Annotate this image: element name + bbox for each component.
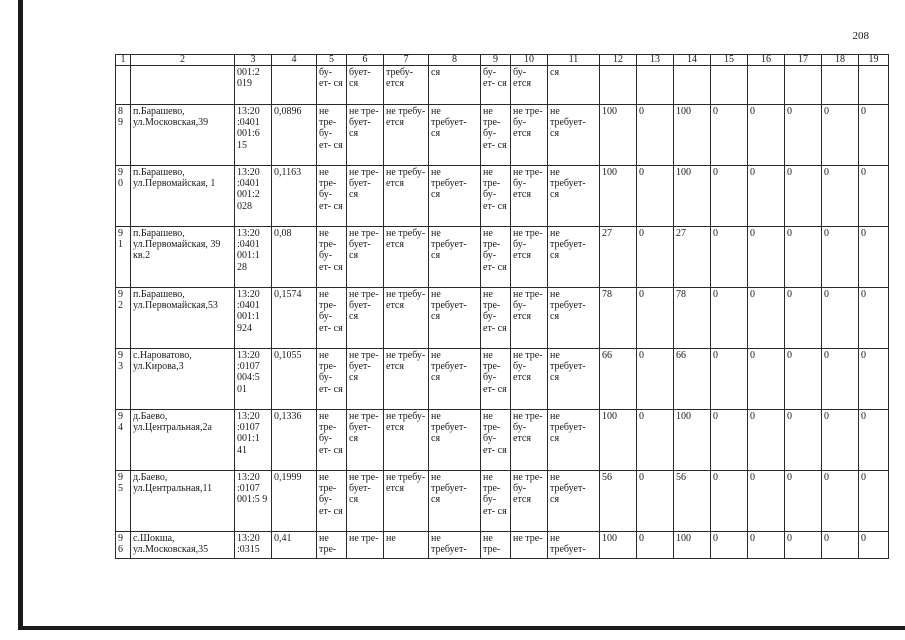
cell-col-4: 0,1163 xyxy=(272,166,317,227)
column-header-10: 10 xyxy=(511,55,548,66)
cell-col-12: 100 xyxy=(600,410,637,471)
cell-col-16: 0 xyxy=(748,471,785,532)
cell-col-6: не тре- бует- ся xyxy=(347,471,384,532)
cell-col-5: не тре- xyxy=(317,532,347,559)
column-header-6: 6 xyxy=(347,55,384,66)
cell-col-10: не тре- бу- ется xyxy=(511,227,548,288)
cell-col-14: 27 xyxy=(674,227,711,288)
cell-col-15: 0 xyxy=(711,410,748,471)
cell-col-1: 9 4 xyxy=(116,410,131,471)
cell-col-6: не тре- бует- ся xyxy=(347,227,384,288)
cell-col-13: 0 xyxy=(637,166,674,227)
cell-col-9: не тре- бу- ет- ся xyxy=(481,227,511,288)
cell-col-9: не тре- бу- ет- ся xyxy=(481,410,511,471)
cell-col-18: 0 xyxy=(822,532,859,559)
cell-col-12: 56 xyxy=(600,471,637,532)
cell-col-8: не требует- ся xyxy=(429,471,481,532)
cell-col-19: 0 xyxy=(859,349,889,410)
cell-col-4 xyxy=(272,66,317,105)
table-row xyxy=(116,471,889,532)
column-header-2: 2 xyxy=(131,55,235,66)
cell-col-16: 0 xyxy=(748,227,785,288)
cell-col-13: 0 xyxy=(637,288,674,349)
cell-col-13: 0 xyxy=(637,410,674,471)
cell-col-8: не требует- xyxy=(429,532,481,559)
cell-col-3: 13:20 :0107 001:1 41 xyxy=(235,410,272,471)
cell-col-1: 9 2 xyxy=(116,288,131,349)
cell-col-4: 0,1336 xyxy=(272,410,317,471)
cell-col-18 xyxy=(822,66,859,105)
cell-col-14: 100 xyxy=(674,410,711,471)
cell-col-12 xyxy=(600,66,637,105)
cell-col-11: не требует- ся xyxy=(548,227,600,288)
cell-col-3: 13:20 :0107 004:5 01 xyxy=(235,349,272,410)
cell-col-17: 0 xyxy=(785,471,822,532)
cell-col-1: 9 3 xyxy=(116,349,131,410)
cell-col-11: не требует- xyxy=(548,532,600,559)
cell-col-1: 9 1 xyxy=(116,227,131,288)
cell-col-15: 0 xyxy=(711,471,748,532)
table-header xyxy=(116,55,889,66)
cell-col-7: не требу- ется xyxy=(384,166,429,227)
column-header-14: 14 xyxy=(674,55,711,66)
cell-col-17: 0 xyxy=(785,410,822,471)
table-row xyxy=(116,227,889,288)
cell-col-12: 100 xyxy=(600,532,637,559)
cell-col-5: не тре- бу- ет- ся xyxy=(317,471,347,532)
cell-col-13: 0 xyxy=(637,227,674,288)
page-number: 208 xyxy=(852,30,869,42)
table-row xyxy=(116,288,889,349)
cell-col-17: 0 xyxy=(785,532,822,559)
cell-col-17: 0 xyxy=(785,349,822,410)
cell-col-6: не тре- xyxy=(347,532,384,559)
column-header-1: 1 xyxy=(116,55,131,66)
cell-col-2: п.Барашево, ул.Первомайская, 39 кв.2 xyxy=(131,227,235,288)
cell-col-1: 8 9 xyxy=(116,105,131,166)
cell-col-12: 66 xyxy=(600,349,637,410)
cell-col-13: 0 xyxy=(637,105,674,166)
cell-col-16: 0 xyxy=(748,105,785,166)
cell-col-8: не требует- ся xyxy=(429,227,481,288)
cell-col-15: 0 xyxy=(711,532,748,559)
column-header-5: 5 xyxy=(317,55,347,66)
cell-col-6: не тре- бует- ся xyxy=(347,105,384,166)
table-row xyxy=(116,166,889,227)
cell-col-17 xyxy=(785,66,822,105)
table-row xyxy=(116,349,889,410)
cell-col-7: не требу- ется xyxy=(384,410,429,471)
cell-col-2: с.Шокша, ул.Московская,35 xyxy=(131,532,235,559)
cell-col-2: д.Баево, ул.Центральная,11 xyxy=(131,471,235,532)
cell-col-10: не тре- бу- ется xyxy=(511,105,548,166)
cell-col-4: 0,1999 xyxy=(272,471,317,532)
cell-col-7: не требу- ется xyxy=(384,288,429,349)
cell-col-13 xyxy=(637,66,674,105)
cell-col-2: с.Нароватово, ул.Кирова,3 xyxy=(131,349,235,410)
column-header-18: 18 xyxy=(822,55,859,66)
cell-col-11: не требует- ся xyxy=(548,288,600,349)
column-header-11: 11 xyxy=(548,55,600,66)
cell-col-15: 0 xyxy=(711,227,748,288)
cell-col-8: не требует- ся xyxy=(429,105,481,166)
cell-col-15 xyxy=(711,66,748,105)
column-header-8: 8 xyxy=(429,55,481,66)
cell-col-13: 0 xyxy=(637,532,674,559)
column-header-3: 3 xyxy=(235,55,272,66)
cell-col-11: не требует- ся xyxy=(548,105,600,166)
cell-col-1: 9 0 xyxy=(116,166,131,227)
cell-col-9: не тре- бу- ет- ся xyxy=(481,105,511,166)
column-header-13: 13 xyxy=(637,55,674,66)
cell-col-7: не требу- ется xyxy=(384,349,429,410)
cell-col-3: 13:20 :0401 001:2 028 xyxy=(235,166,272,227)
cell-col-3: 13:20 :0401 001:1 28 xyxy=(235,227,272,288)
cell-col-5: не тре- бу- ет- ся xyxy=(317,105,347,166)
cell-col-12: 100 xyxy=(600,105,637,166)
cell-col-2: п.Барашево, ул.Первомайская, 1 xyxy=(131,166,235,227)
cell-col-17: 0 xyxy=(785,227,822,288)
cell-col-19: 0 xyxy=(859,105,889,166)
cell-col-7: не xyxy=(384,532,429,559)
column-header-17: 17 xyxy=(785,55,822,66)
cell-col-11: не требует- ся xyxy=(548,471,600,532)
cell-col-16: 0 xyxy=(748,288,785,349)
cell-col-6: бует- ся xyxy=(347,66,384,105)
cell-col-8: не требует- ся xyxy=(429,288,481,349)
cell-col-14: 56 xyxy=(674,471,711,532)
cell-col-18: 0 xyxy=(822,227,859,288)
column-header-19: 19 xyxy=(859,55,889,66)
cell-col-1: 9 5 xyxy=(116,471,131,532)
cell-col-4: 0,0896 xyxy=(272,105,317,166)
cell-col-11: ся xyxy=(548,66,600,105)
cell-col-16 xyxy=(748,66,785,105)
cell-col-5: бу- ет- ся xyxy=(317,66,347,105)
cell-col-16: 0 xyxy=(748,349,785,410)
cell-col-17: 0 xyxy=(785,166,822,227)
cell-col-3: 13:20 :0401 001:6 15 xyxy=(235,105,272,166)
header-row xyxy=(116,55,889,66)
cell-col-12: 78 xyxy=(600,288,637,349)
cell-col-10: не тре- бу- ется xyxy=(511,410,548,471)
cell-col-7: требу- ется xyxy=(384,66,429,105)
cell-col-15: 0 xyxy=(711,105,748,166)
cell-col-17: 0 xyxy=(785,288,822,349)
cell-col-18: 0 xyxy=(822,288,859,349)
cell-col-8: ся xyxy=(429,66,481,105)
cell-col-5: не тре- бу- ет- ся xyxy=(317,349,347,410)
cell-col-4: 0,41 xyxy=(272,532,317,559)
cell-col-19: 0 xyxy=(859,227,889,288)
cell-col-16: 0 xyxy=(748,532,785,559)
cell-col-3: 13:20 :0315 xyxy=(235,532,272,559)
cell-col-3: 13:20 :0107 001:5 9 xyxy=(235,471,272,532)
cell-col-14: 78 xyxy=(674,288,711,349)
cell-col-6: не тре- бует- ся xyxy=(347,166,384,227)
cell-col-14: 66 xyxy=(674,349,711,410)
column-header-7: 7 xyxy=(384,55,429,66)
cell-col-9: не тре- xyxy=(481,532,511,559)
cell-col-9: не тре- бу- ет- ся xyxy=(481,349,511,410)
table-row xyxy=(116,410,889,471)
cell-col-15: 0 xyxy=(711,288,748,349)
cell-col-9: не тре- бу- ет- ся xyxy=(481,471,511,532)
cell-col-10: не тре- бу- ется xyxy=(511,349,548,410)
cell-col-5: не тре- бу- ет- ся xyxy=(317,166,347,227)
cell-col-16: 0 xyxy=(748,166,785,227)
column-header-12: 12 xyxy=(600,55,637,66)
data-table xyxy=(115,54,889,559)
cell-col-11: не требует- ся xyxy=(548,349,600,410)
cell-col-6: не тре- бует- ся xyxy=(347,288,384,349)
table-row xyxy=(116,105,889,166)
cell-col-12: 100 xyxy=(600,166,637,227)
cell-col-10: бу- ется xyxy=(511,66,548,105)
cell-col-7: не требу- ется xyxy=(384,471,429,532)
column-header-4: 4 xyxy=(272,55,317,66)
cell-col-18: 0 xyxy=(822,166,859,227)
cell-col-2: п.Барашево, ул.Первомайская,53 xyxy=(131,288,235,349)
cell-col-12: 27 xyxy=(600,227,637,288)
cell-col-13: 0 xyxy=(637,471,674,532)
cell-col-7: не требу- ется xyxy=(384,227,429,288)
cell-col-13: 0 xyxy=(637,349,674,410)
cell-col-2: п.Барашево, ул.Московская,39 xyxy=(131,105,235,166)
cell-col-16: 0 xyxy=(748,410,785,471)
cell-col-19: 0 xyxy=(859,288,889,349)
cell-col-10: не тре- бу- ется xyxy=(511,471,548,532)
cell-col-17: 0 xyxy=(785,105,822,166)
cell-col-8: не требует- ся xyxy=(429,349,481,410)
cell-col-9: бу- ет- ся xyxy=(481,66,511,105)
cell-col-19: 0 xyxy=(859,166,889,227)
table-row-partial xyxy=(116,532,889,559)
cell-col-19 xyxy=(859,66,889,105)
cell-col-2 xyxy=(131,66,235,105)
cell-col-8: не требует- ся xyxy=(429,166,481,227)
cell-col-1 xyxy=(116,66,131,105)
cell-col-14: 100 xyxy=(674,166,711,227)
cell-col-9: не тре- бу- ет- ся xyxy=(481,288,511,349)
cell-col-11: не требует- ся xyxy=(548,166,600,227)
cell-col-18: 0 xyxy=(822,410,859,471)
cell-col-4: 0,08 xyxy=(272,227,317,288)
cell-col-18: 0 xyxy=(822,471,859,532)
cell-col-9: не тре- бу- ет- ся xyxy=(481,166,511,227)
cell-col-6: не тре- бует- ся xyxy=(347,349,384,410)
cell-col-7: не требу- ется xyxy=(384,105,429,166)
cell-col-18: 0 xyxy=(822,349,859,410)
cell-col-15: 0 xyxy=(711,166,748,227)
cell-col-10: не тре- xyxy=(511,532,548,559)
cell-col-11: не требует- ся xyxy=(548,410,600,471)
cell-col-19: 0 xyxy=(859,532,889,559)
cell-col-14: 100 xyxy=(674,532,711,559)
cell-col-2: д.Баево, ул.Центральная,2а xyxy=(131,410,235,471)
table-body xyxy=(116,66,889,559)
cell-col-3: 13:20 :0401 001:1 924 xyxy=(235,288,272,349)
cell-col-4: 0,1055 xyxy=(272,349,317,410)
column-header-16: 16 xyxy=(748,55,785,66)
column-header-9: 9 xyxy=(481,55,511,66)
cell-col-18: 0 xyxy=(822,105,859,166)
cell-col-5: не тре- бу- ет- ся xyxy=(317,288,347,349)
cell-col-19: 0 xyxy=(859,410,889,471)
scan-bottom-edge xyxy=(18,626,905,630)
cell-col-19: 0 xyxy=(859,471,889,532)
cell-col-10: не тре- бу- ется xyxy=(511,288,548,349)
cell-col-3: 001:2 019 xyxy=(235,66,272,105)
cell-col-1: 9 6 xyxy=(116,532,131,559)
cell-col-14: 100 xyxy=(674,105,711,166)
cell-col-10: не тре- бу- ется xyxy=(511,166,548,227)
cell-col-5: не тре- бу- ет- ся xyxy=(317,410,347,471)
scan-left-edge xyxy=(18,0,23,628)
cell-col-8: не требует- ся xyxy=(429,410,481,471)
cell-col-4: 0,1574 xyxy=(272,288,317,349)
cell-col-6: не тре- бует- ся xyxy=(347,410,384,471)
column-header-15: 15 xyxy=(711,55,748,66)
cell-col-14 xyxy=(674,66,711,105)
cell-col-15: 0 xyxy=(711,349,748,410)
continuation-row xyxy=(116,66,889,105)
cell-col-5: не тре- бу- ет- ся xyxy=(317,227,347,288)
